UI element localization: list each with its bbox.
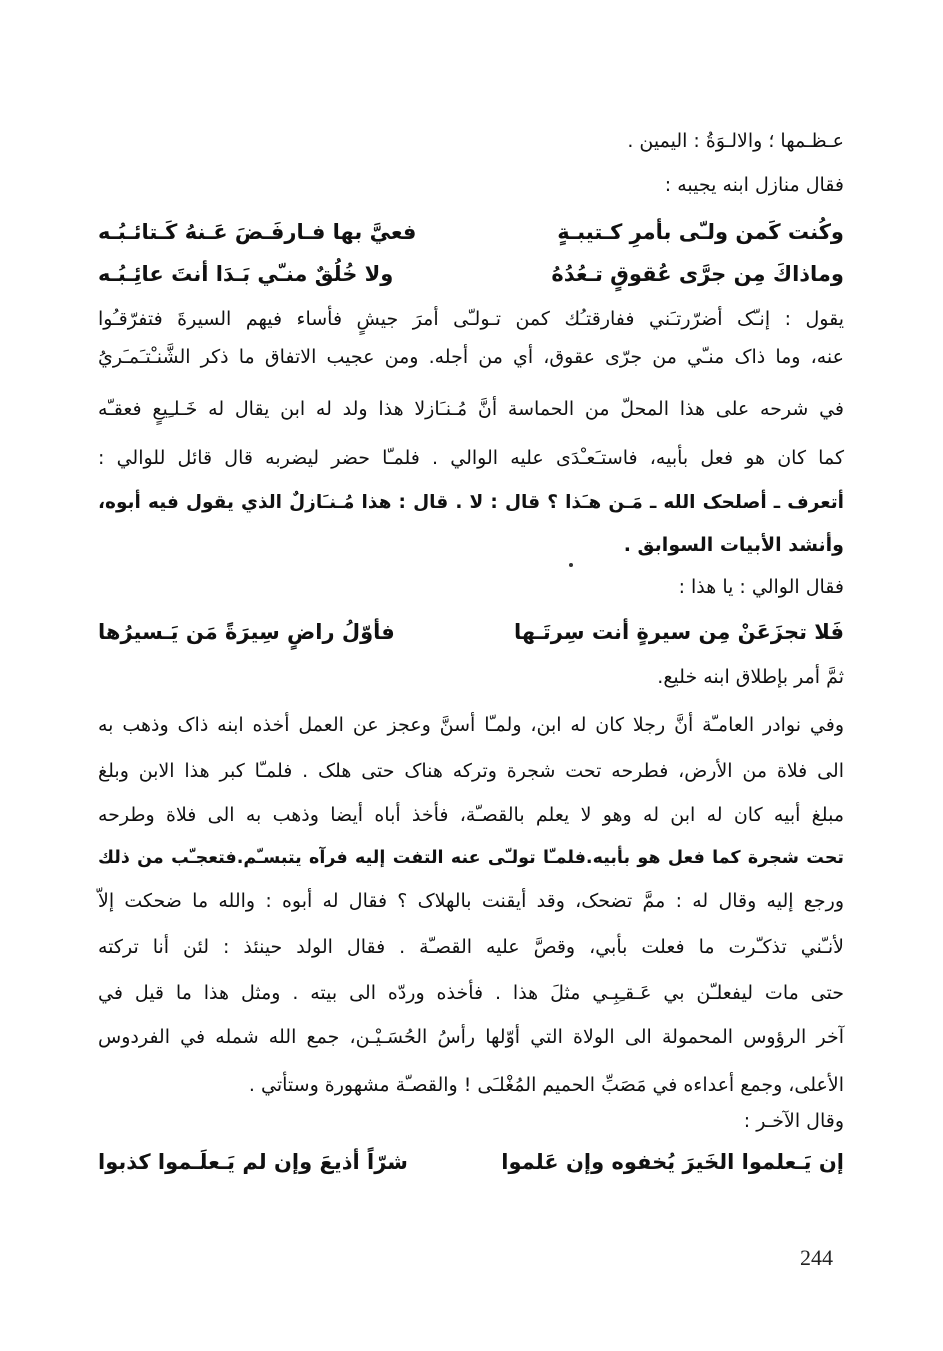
text-line: لأنـّني تذكـّرت ما فعلت بأبي، وقصَّ عليه القصـّة . فقال الولد حينئذ : لئن أنا تركته	[98, 936, 844, 958]
text-line: حتى مات ليفعلـّن بي عَـقـِبِـي مثلَ هذا . فأخذه وردّه الى بيته . ومثل هذا ما قيل في	[98, 982, 844, 1004]
text-line: آخر الرؤوس المحمولة الى الولاة التي أوّلها رأسُ الحُسَـيْـن، جمع الله شمله في الفردوس	[98, 1026, 844, 1048]
text-line: عـظـمها ؛ والالـوَةُ : اليمين .	[627, 130, 844, 152]
text-line: عنه، وما ذاک منـّي من جرّى عقوق، أي من أجله. ومن عجيب الاتفاق ما ذكر الشَّنـْتـَمـَريُ	[98, 346, 844, 368]
text-line: ورجع إليه وقال له : ممَّ تضحک، وقد أيقنت بالهلاک ؟ فقال له أبوه : والله ما ضحكت إلاّ	[98, 890, 844, 912]
text-line: وأنشد الأبيات السوابق .	[623, 534, 844, 556]
text-line: يقول : إنـّک أضرّرتـَني ففارقتـُك كمن تـولـّى أمرَ جيشٍ فأساء فيهم السيرةَ فتفرّقـُوا	[98, 308, 844, 330]
verse-hemistich: إن يَـعلموا الخَيرَ يُخفوه وإن عَلموا	[501, 1150, 844, 1174]
verse-line	[98, 1150, 844, 1180]
ink-speck	[569, 563, 573, 567]
verse-hemistich: شرّاً أذيعَ وإن لم يَـعلَـموا كذبوا	[98, 1150, 408, 1174]
verse-hemistich: فَلا تجزَعَنْ مِن سيرةٍ أنت سِرتَـها	[513, 620, 844, 644]
text-line: تحت شجرة كما فعل هو بأبيه.فلمـّا تولـّى عنه التفت إليه فرآه يتبسـّم.فتعجـّب من ذلك	[98, 848, 844, 868]
verse-hemistich: ولا خُلُقٌ منـّي بَـدَا أنتَ عائِـبُـه	[98, 262, 394, 286]
text-line: ثمَّ أمر بإطلاق ابنه خليع.	[657, 666, 844, 688]
verse-hemistich: فعيَّ بها فـارفَـضَ عَـنهُ كَـتائـبُـه	[98, 220, 417, 244]
text-line: فقال منازل ابنه يجيبه :	[664, 174, 844, 196]
verse-line	[98, 220, 844, 250]
page-number: 244	[800, 1245, 833, 1270]
verse-line	[98, 262, 844, 292]
verse-line	[98, 620, 844, 650]
text-line: في شرحه على هذا المحلّ من الحماسة أنَّ مُـنـَازلا هذا ولد له ابن يقال له خَـلـِيعٍ فعقـّه	[98, 398, 844, 420]
verse-hemistich: وماذاكَ مِن جرَّى عُقوقٍ تـعُدُهُ	[551, 262, 844, 286]
text-line: الأعلى، وجمع أعداءه في مَصَبِّ الحميم المُغْلـَى ! والقصـّة مشهورة وستأتي .	[248, 1074, 844, 1096]
text-line: الى فلاة من الأرض، فطرحه تحت شجرة وتركه هناک حتى هلک . فلمـّا كبر هذا الابن وبلغ	[98, 760, 844, 782]
verse-hemistich: وكُنت كَمن ولـّى بأمرِ كـتيبـةٍ	[557, 220, 844, 244]
text-line: فقال الوالي : يا هذا :	[678, 576, 844, 598]
text-line: مبلغ أبيه كان له ابن له وهو لا يعلم بالقصـّة، فأخذ أباه أيضا وذهب به الى فلاة وطرحه	[98, 804, 844, 826]
verse-hemistich: فأوّلُ راضٍ سِيرَةً مَن يَـسيرُها	[98, 620, 395, 644]
text-line: كما كان هو فعل بأبيه، فاستـَعـْدَى عليه الوالي . فلمـّا حضر ليضربه قال قائل للوالي :	[98, 447, 844, 469]
text-line: وفي نوادر العامـّة أنَّ رجلا كان له ابن، ولمـّا أسنَّ وعجز عن العمل أخذه ابنه ذاک وذهب به	[98, 714, 844, 736]
page-text	[98, 0, 844, 1230]
text-line: أتعرف ـ أصلحک الله ـ مَـن هـَذا ؟ قال : لا . قال : هذا مُـنـَازلٌ الذي يقول فيه أبوه،	[98, 492, 844, 513]
text-line: وقال الآخـر :	[743, 1110, 844, 1132]
